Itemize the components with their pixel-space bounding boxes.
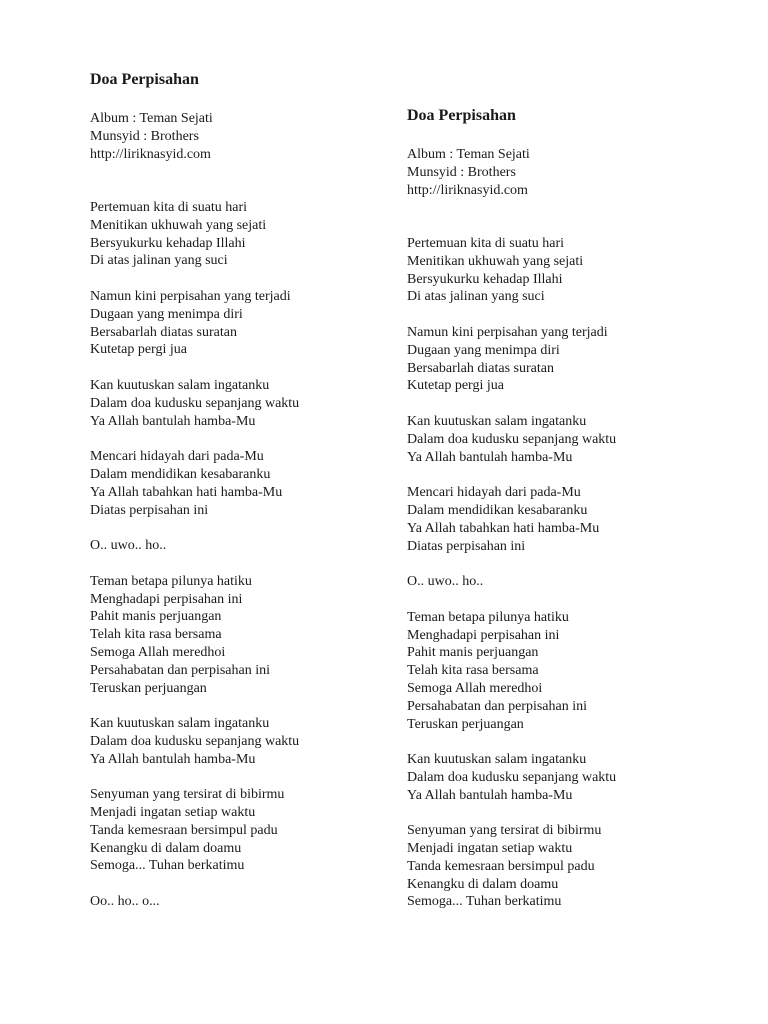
lyric-line: Dalam doa kudusku sepanjang waktu <box>90 733 300 749</box>
stanza-gap <box>90 555 390 573</box>
lyric-line: Namun kini perpisahan yang terjadi <box>407 324 608 340</box>
lyric-line: Ya Allah bantulah hamba-Mu <box>90 751 256 767</box>
lyric-line: Ya Allah bantulah hamba-Mu <box>407 787 573 803</box>
lyric-line: Munsyid : Brothers <box>90 128 199 144</box>
stanza-gap <box>407 591 707 609</box>
lyric-line: Pertemuan kita di suatu hari <box>407 235 565 251</box>
lyric-line: Menghadapi perpisahan ini <box>90 591 243 607</box>
lyric-line: Tanda kemesraan bersimpul padu <box>407 858 595 874</box>
stanza-gap <box>407 466 707 484</box>
lyric-line: Dalam mendidikan kesabaranku <box>90 466 271 482</box>
lyrics-body <box>90 110 390 911</box>
lyric-line: Bersyukurku kehadap Illahi <box>90 235 246 251</box>
lyric-line: Mencari hidayah dari pada-Mu <box>90 449 264 465</box>
lyric-line: Teruskan perjuangan <box>407 716 524 732</box>
stanza-gap <box>407 217 707 235</box>
lyric-line: Ya Allah bantulah hamba-Mu <box>90 413 256 429</box>
lyric-line: http://liriknasyid.com <box>407 182 528 198</box>
lyric-line: Kutetap pergi jua <box>407 378 504 394</box>
page-title: Doa Perpisahan <box>90 71 199 88</box>
lyric-line: Kan kuutuskan salam ingatanku <box>90 377 270 393</box>
lyric-line: Namun kini perpisahan yang terjadi <box>90 288 291 304</box>
lyric-line: Tanda kemesraan bersimpul padu <box>90 822 278 838</box>
lyric-line: Munsyid : Brothers <box>407 164 516 180</box>
lyric-line: Semoga Allah meredhoi <box>407 680 543 696</box>
stanza-gap <box>90 359 390 377</box>
stanza-gap <box>407 733 707 751</box>
lyric-line: Diatas perpisahan ini <box>90 502 209 518</box>
lyric-line: Pahit manis perjuangan <box>90 609 222 625</box>
stanza-gap <box>407 395 707 413</box>
stanza-gap <box>90 163 390 181</box>
lyric-line: Persahabatan dan perpisahan ini <box>90 662 270 678</box>
lyric-line: Menitikan ukhuwah yang sejati <box>407 253 584 269</box>
stanza-gap <box>90 430 390 448</box>
lyric-line: Pahit manis perjuangan <box>407 645 539 661</box>
lyric-line: Menjadi ingatan setiap waktu <box>407 841 573 857</box>
lyric-line: Bersyukurku kehadap Illahi <box>407 271 563 287</box>
lyric-line: Teruskan perjuangan <box>90 680 207 696</box>
lyric-line: Telah kita rasa bersama <box>407 663 539 679</box>
lyric-line: Pertemuan kita di suatu hari <box>90 199 248 215</box>
lyric-line: Album : Teman Sejati <box>90 111 213 126</box>
lyrics-body <box>407 146 707 911</box>
lyric-line: Semoga Allah meredhoi <box>90 644 226 660</box>
lyric-line: Persahabatan dan perpisahan ini <box>407 698 587 714</box>
lyric-line: Album : Teman Sejati <box>407 147 530 162</box>
lyric-line: Menghadapi perpisahan ini <box>407 627 560 643</box>
stanza-gap <box>90 875 390 893</box>
stanza-gap <box>90 270 390 288</box>
lyric-line: Senyuman yang tersirat di bibirmu <box>90 787 285 803</box>
lyric-line: Kan kuutuskan salam ingatanku <box>90 716 270 732</box>
lyric-line: Oo.. ho.. o... <box>90 894 160 910</box>
lyric-line: Kutetap pergi jua <box>90 342 187 358</box>
lyric-line: Ya Allah bantulah hamba-Mu <box>407 449 573 465</box>
lyric-line: Diatas perpisahan ini <box>407 538 526 554</box>
lyric-line: Dalam mendidikan kesabaranku <box>407 502 588 518</box>
stanza-gap <box>90 697 390 715</box>
stanza-gap <box>90 181 390 199</box>
right-column <box>407 106 707 911</box>
lyric-line: Telah kita rasa bersama <box>90 627 222 643</box>
lyric-line: Kan kuutuskan salam ingatanku <box>407 752 587 768</box>
lyric-line: Semoga... Tuhan berkatimu <box>407 894 562 910</box>
lyric-line: Kan kuutuskan salam ingatanku <box>407 413 587 429</box>
lyric-line: Menitikan ukhuwah yang sejati <box>90 217 267 233</box>
lyric-line: Bersabarlah diatas suratan <box>407 360 554 376</box>
stanza-gap <box>90 768 390 786</box>
lyric-line: Ya Allah tabahkan hati hamba-Mu <box>90 484 283 500</box>
lyric-line: Senyuman yang tersirat di bibirmu <box>407 823 602 839</box>
lyric-line: Dalam doa kudusku sepanjang waktu <box>407 769 617 785</box>
stanza-gap <box>407 804 707 822</box>
lyric-line: Mencari hidayah dari pada-Mu <box>407 485 581 501</box>
stanza-gap <box>90 519 390 537</box>
stanza-gap <box>407 555 707 573</box>
lyric-line: Dalam doa kudusku sepanjang waktu <box>407 431 617 447</box>
stanza-gap <box>407 199 707 217</box>
lyric-line: Teman betapa pilunya hatiku <box>407 609 569 625</box>
lyric-line: Dugaan yang menimpa diri <box>90 306 243 322</box>
lyric-line: O.. uwo.. ho.. <box>90 538 167 554</box>
lyric-line: Dugaan yang menimpa diri <box>407 342 560 358</box>
lyric-line: Di atas jalinan yang suci <box>407 289 545 305</box>
lyric-line: Bersabarlah diatas suratan <box>90 324 237 340</box>
left-column <box>90 70 390 911</box>
lyric-line: Menjadi ingatan setiap waktu <box>90 805 256 821</box>
lyric-line: Semoga... Tuhan berkatimu <box>90 858 245 874</box>
lyric-line: Dalam doa kudusku sepanjang waktu <box>90 395 300 411</box>
lyric-line: Teman betapa pilunya hatiku <box>90 573 252 589</box>
lyric-line: http://liriknasyid.com <box>90 146 211 162</box>
lyric-line: Kenangku di dalam doamu <box>90 840 242 856</box>
page-title: Doa Perpisahan <box>407 107 516 124</box>
lyric-line: O.. uwo.. ho.. <box>407 574 484 590</box>
lyric-line: Di atas jalinan yang suci <box>90 253 228 269</box>
stanza-gap <box>407 306 707 324</box>
lyric-line: Kenangku di dalam doamu <box>407 876 559 892</box>
lyric-line: Ya Allah tabahkan hati hamba-Mu <box>407 520 600 536</box>
